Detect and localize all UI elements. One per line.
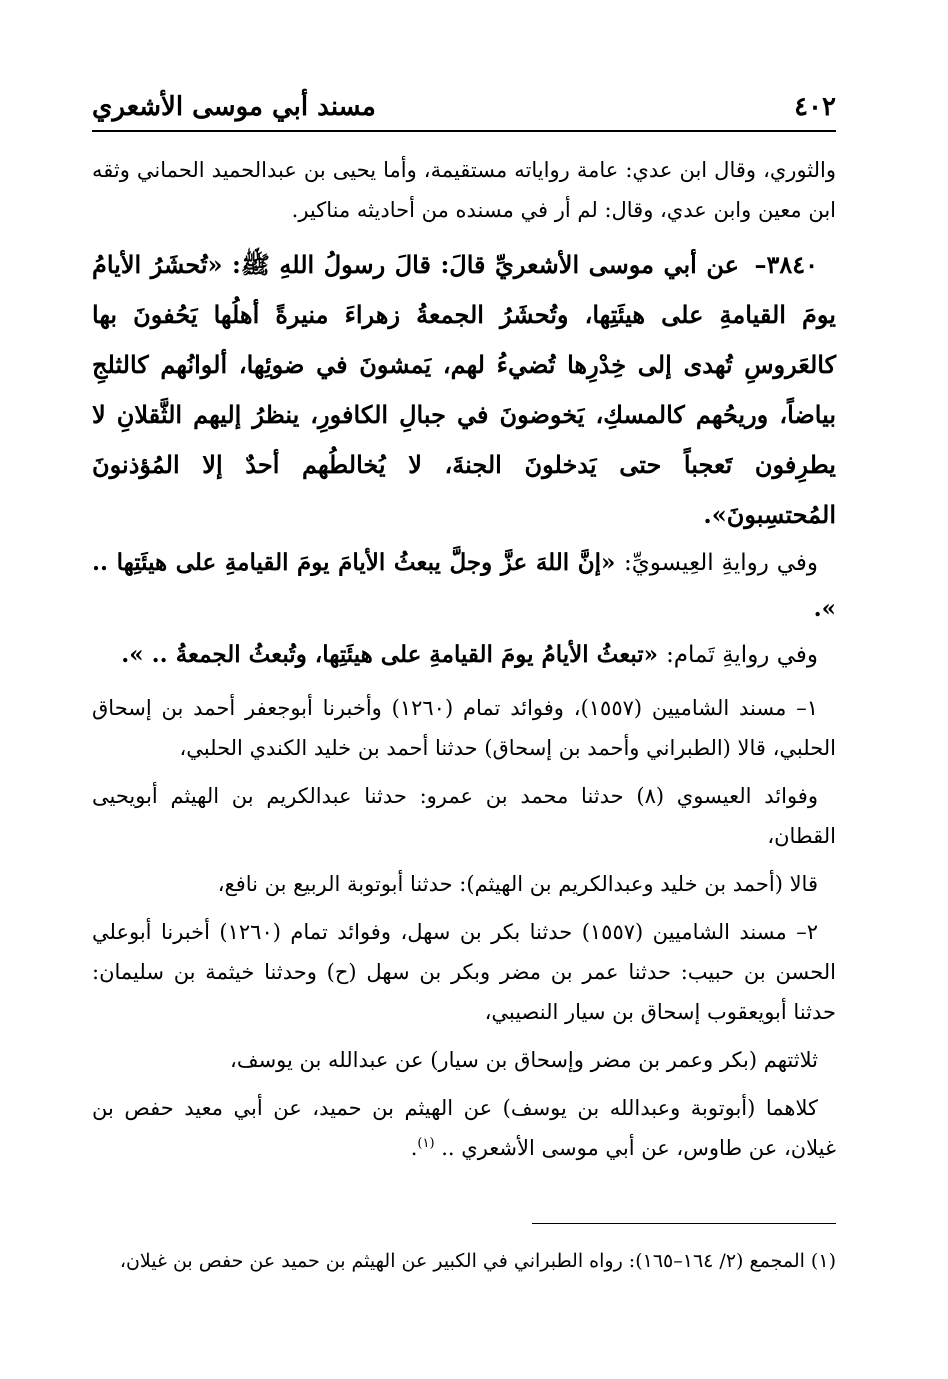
variant-essawi	[92, 540, 836, 632]
page-number: ٤٠٢	[794, 92, 836, 122]
source-paragraph: قالا (أحمد بن خليد وعبدالكريم بن الهيثم): حدثنا أبوتوبة الربيع بن نافع،	[217, 872, 818, 896]
page-body	[92, 150, 836, 1176]
variant-text: «إنَّ اللهَ عزَّ وجلَّ يبعثُ الأيامَ يومَ القيامةِ على هيئَتِها .. ».	[92, 549, 836, 622]
sources-section	[92, 688, 836, 1168]
source-text: كلاهما (أبوتوبة وعبدالله بن يوسف) عن الهيثم بن حميد، عن أبي معيد حفص بن غيلان، عن طاوس، عن أبي موسى الأشعري ..	[92, 1096, 836, 1160]
source-paragraph: ١– مسند الشاميين (١٥٥٧)، وفوائد تمام (١٢٦٠) وأخبرنا أبوجعفر أحمد بن إسحاق الحلبي، قالا (الطبراني وأحمد بن إسحاق) حدثنا أحمد بن خليد الكندي الحلبي،	[92, 696, 836, 760]
intro-paragraph: والثوري، وقال ابن عدي: عامة رواياته مستقيمة، وأما يحيى بن عبدالحميد الحماني وثقه ابن معين وابن عدي، وقال: لم أر في مسنده من أحاديثه مناكير.	[92, 158, 836, 222]
source-paragraph: ثلاثتهم (بكر وعمر بن مضر وإسحاق بن سيار) عن عبدالله بن يوسف،	[230, 1048, 818, 1072]
variant-lead: وفي روايةِ تَمام:	[666, 642, 818, 668]
source-paragraph: وفوائد العيسوي (٨) حدثنا محمد بن عمرو: حدثنا عبدالكريم بن الهيثم أبويحيى القطان،	[92, 784, 836, 848]
page-header	[92, 90, 836, 132]
source-paragraph: ٢– مسند الشاميين (١٥٥٧) حدثنا بكر بن سهل، وفوائد تمام (١٢٦٠) أخبرنا أبوعلي الحسن بن حبيب: حدثنا عمر بن مضر وبكر بن سهل (ح) وحدثنا خيثمة بن سليمان: حدثنا أبويعقوب إسحاق بن سيار النصيبي،	[92, 920, 836, 1024]
variant-lead: وفي روايةِ العِيسويِّ:	[624, 550, 818, 576]
hadith-text: عن أبي موسى الأشعريِّ قالَ: قالَ رسولُ اللهِ ﷺ: «تُحشَرُ الأيامُ يومَ القيامةِ على هيئَتِها، وتُحشَرُ الجمعةُ زهراءَ منيرةً أهلُها يَحُفونَ بها كالعَروسِ تُهدى إلى خِدْرِها تُضيءُ لهم، يَمشونَ في ضوئِها، ألوانُهم كالثلجِ بياضاً، وريحُهم كالمسكِ، يَخوضونَ في جبالِ الكافورِ، ينظرُ إليهم الثَّقلانِ لا يطرِفون تَعجباً حتى يَدخلونَ الجنةَ، لا يُخالطُهم أحدٌ إلا المُؤذنونَ المُحتسِبونَ».	[92, 250, 836, 529]
footnote-divider	[532, 1223, 836, 1224]
variant-tammam	[92, 632, 836, 678]
hadith-number: ٣٨٤٠–	[754, 250, 819, 279]
hadith-paragraph	[92, 240, 836, 540]
variant-text: «تبعثُ الأيامُ يومَ القيامةِ على هيئَتِها، وتُبعثُ الجمعةُ .. ».	[121, 641, 659, 668]
source-paragraph: كلاهما (أبوتوبة وعبدالله بن يوسف) عن الهيثم بن حميد، عن أبي معيد حفص بن غيلان، عن طاوس، عن أبي موسى الأشعري .. $^{(١)}$.	[92, 1096, 836, 1160]
footnote: (١) المجمع (٢/ ١٦٤–١٦٥): رواه الطبراني في الكبير عن الهيثم بن حميد عن حفص بن غيلان،	[119, 1250, 836, 1272]
running-title: مسند أبي موسى الأشعري	[92, 92, 376, 122]
footnote-marker: (١)	[417, 1136, 435, 1151]
